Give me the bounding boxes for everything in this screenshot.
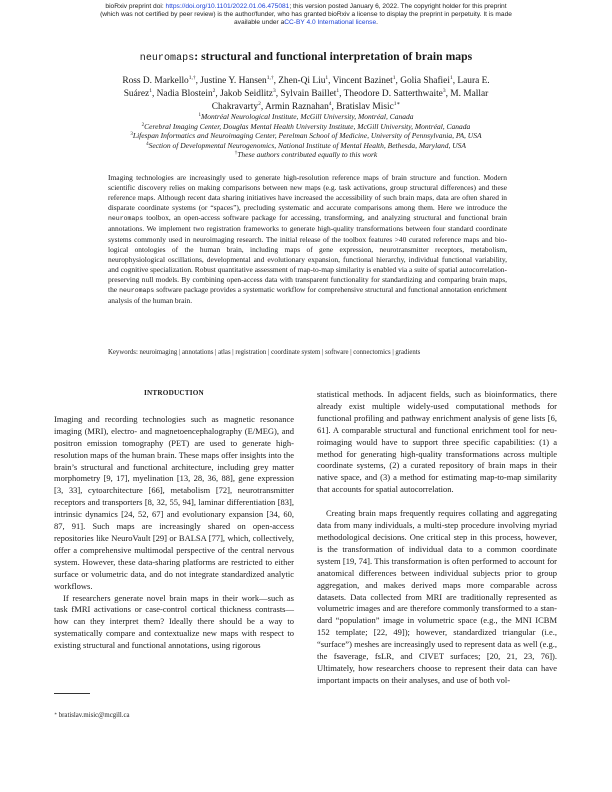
author-affiliation-marker: 1,† xyxy=(266,75,274,81)
author-affiliation-marker: 1 xyxy=(325,75,329,81)
author-affiliation-marker: 4 xyxy=(328,101,332,107)
author-affiliation-marker: 1,† xyxy=(188,75,196,81)
corresponding-email: bratislav.misic@mcgill.ca xyxy=(57,712,130,719)
left-column xyxy=(54,388,294,652)
doi-link[interactable]: https://doi.org/10.1101/2022.01.06.475081 xyxy=(165,3,290,10)
author-affiliation-marker: 1 xyxy=(336,88,340,94)
author-name: Armin Raznahan$^4$ xyxy=(265,101,332,112)
body-paragraph: If researchers generate novel brain maps in their work—such as task fMRI activations or case-control cortical thickness contrasts—how can they interpret them? Ideally there should be a way to systematically compare and contextualize new maps with respect to existing structural and functional annotations, using rigorous xyxy=(54,592,294,651)
section-heading-introduction: INTRODUCTION xyxy=(144,389,204,397)
body-paragraph: Imaging and recording technologies such as magnetic resonance imaging (MRI), electro- and magnetoencephalography (E/MEG), and positron emission tomography (PET) are used to generate high-resolution maps of the human brain. These maps offer insights into the brain’s structural and functional architecture, including grey matter morphometry [9, 17], myelination [13, 28, 36, 88], gene expression [3, 33], cytoarchitecture [66], metabolism [72], neurotransmitter receptors and transporters [8, 32, 55, 94], laminar differentiation [83], intrinsic dynamics [24, 52, 67] and evolutionary expansion [34, 60, 87, 91]. Such maps are increasingly shared on open-access repositories like NeuroVault [29] or BALSA [77], which, collectively, offer a comprehensive multimodal perspective of the central nervous system. However, these data-sharing platforms are restricted to either surface or volumetric data, and do not integrate standardized analytic workflows. xyxy=(54,413,295,591)
banner-line-1: bioRxiv preprint doi: https://doi.org/10.1101/2022.01.06.475081; this version posted January 6, 2022. The copyright holder for this preprint xyxy=(105,3,507,10)
author-name: Laura E. Suárez$^1$ xyxy=(123,76,490,99)
title-tool-name: neuromaps xyxy=(139,53,195,64)
title-text: : structural and functional interpretation of brain maps xyxy=(194,50,473,63)
banner-line-3: available under aCC-BY 4.0 International license. xyxy=(234,19,378,27)
author-name: Vincent Bazinet$^1$ xyxy=(332,75,396,86)
author-affiliation-marker: 1∗ xyxy=(393,101,401,107)
author-affiliation-marker: 1 xyxy=(149,88,152,94)
footnote-rule xyxy=(54,693,90,694)
affiliation: $^3$Lifespan Informatics and Neuroimaging Center, Perelman School of Medicine, University of Pennsylvania, PA, USA xyxy=(130,131,482,141)
banner-line-2: (which was not certified by peer review) is the author/funder, who has granted bioRxiv a license to display the preprint in perpetuity. It is made xyxy=(100,11,512,19)
author-affiliation-marker: 1 xyxy=(449,75,453,81)
affiliation: $^4$Section of Developmental Neurogenomics, National Institute of Mental Health, Bethesda, Maryland, USA xyxy=(146,140,466,150)
author-name: Ross D. Markello$^{1,\dagger}$ xyxy=(122,75,196,86)
biorxiv-banner xyxy=(0,3,612,28)
author-name: Zhen-Qi Liu$^1$ xyxy=(278,75,329,86)
abstract: Imaging technologies are increasingly used to generate high-resolution reference maps of brain structure and function. Modern scientific discovery relies on making comparisons between new maps (e.g. task activations, group structural differences) and these reference maps. Although recent data sharing initiatives have increased the accessibility of such brain maps, data are often shared in disparate coordinate systems (or “spaces”), precluding systematic and accurate comparisons among them. Here we introduce the neuromaps toolbox, an open-access software package for accessing, transforming, and analyzing structural and functional brain annotations. We implement two registration frameworks to generate high-quality transformations between four standard coordinate systems commonly used in neuroimaging research. The initial release of the toolbox features >40 curated reference maps and biological ontologies of the human brain, including maps of gene expression, neurotransmitter receptors, metabolism, neurophysiological oscillations, developmental and evolutionary expansion, functional hierarchy, individual functional variability, and cognitive specialization. Robust quantitative assessment of map-to-map similarity is enabled via a suite of spatial autocorrelation-preserving null models. By combining open-access data with transparent functionality for standardizing and comparing brain maps, the neuromaps software package provides a systematic workflow for comprehensive structural and functional annotation enrichment analysis of the human brain. xyxy=(108,173,507,306)
author-affiliation-marker: 2 xyxy=(258,101,261,107)
license-link[interactable]: CC-BY 4.0 International license xyxy=(284,19,377,27)
keywords xyxy=(108,348,507,358)
author-name: M. Mallar Chakravarty$^2$ xyxy=(211,89,489,112)
body-paragraph: Creating brain maps frequently requires collating and aggregating data from many individuals, a multi-step procedure involving myriad methodological decisions. One critical step in this process, however, is the transformation of individual data to a common coordinate system [19, 74]. This transformation is often performed to account for anatomical differences between individual subjects prior to group aggregation, and makes derived maps more comparable across datasets. Data collected from MRI are traditionally represented as volumetric images and are therefore commonly transformed to a standard “population” image in volumetric space (e.g., the MNI ICBM 152 template; [22, 49]); however, standardized triangular (i.e., “surface”) meshes are increasingly used to represent data as well (e.g., the fsaverage, fsLR, and CIVET surfaces; [20, 21, 23, 76]). Ultimately, how researchers choose to represent their data can have important impacts on their analyses, and use of both vol- xyxy=(317,508,557,685)
abstract-tool-name: neuromaps xyxy=(108,215,144,223)
right-column xyxy=(317,389,557,687)
paper-title xyxy=(0,50,612,64)
corresponding-author-footnote: ∗ bratislav.misic@mcgill.ca xyxy=(54,711,130,719)
body-paragraph: statistical methods. In adjacent fields, such as bioinformatics, there already exist multiple widely-used computational methods for functional profiling and pathway enrichment analysis of gene lists [6, 61]. A comparable structural and functional enrichment tool for neuroimaging would have to support three specific capabilities: (1) a method for generating high-quality transformations across multiple coordinate systems, (2) a curated repository of brain maps in their native space, and (3) a method for estimating map-to-map similarity that accounts for spatial autocorrelation. xyxy=(317,389,557,495)
author-affiliation-marker: 3 xyxy=(272,88,276,94)
author-name: Nadia Blostein$^2$ xyxy=(156,88,216,99)
affiliation: $^2$Cerebral Imaging Center, Douglas Mental Health University Institute, McGill University, Montréal, Canada xyxy=(141,121,471,131)
author-name: Bratislav Misic$^{1∗}$ xyxy=(336,101,401,112)
author-affiliation-marker: 1 xyxy=(392,75,396,81)
author-name: Jakob Seidlitz$^3$ xyxy=(220,88,276,99)
author-list: Ross D. Markello$^{1,\dagger}$, Justine Y. Hansen$^{1,\dagger}$, Zhen-Qi Liu$^1$, Vincent Bazinet$^1$, Golia Shafiei$^1$, Laura E. Suárez$^1$, Nadia Blostein$^2$, Jakob Seidlitz$^3$, Sylvain Baillet$^1$, Theodore D. Satterthwaite$^3$, M. Mallar Chakravarty$^2$, Armin Raznahan$^4$, Bratislav Misic$^{1∗}$ xyxy=(122,75,490,112)
author-name: Theodore D. Satterthwaite$^3$ xyxy=(343,88,446,99)
author-affiliation-marker: 3 xyxy=(442,88,446,94)
affiliation-list xyxy=(60,112,552,160)
keywords-list: neuroimaging | annotations | atlas | registration | coordinate system | software | connectomics | gradients xyxy=(139,349,421,356)
author-name: Sylvain Baillet$^1$ xyxy=(280,88,340,99)
keywords-label: Keywords: xyxy=(108,349,138,356)
author-affiliation-marker: 2 xyxy=(212,88,216,94)
affiliation: $^1$Montréal Neurological Institute, McGill University, Montréal, Canada xyxy=(198,112,414,121)
author-name: Golia Shafiei$^1$ xyxy=(400,75,453,86)
abstract-tool-name: neuromaps xyxy=(119,287,155,295)
affiliation: †These authors contributed equally to this work xyxy=(234,150,378,160)
author-name: Justine Y. Hansen$^{1,\dagger}$ xyxy=(200,75,274,86)
